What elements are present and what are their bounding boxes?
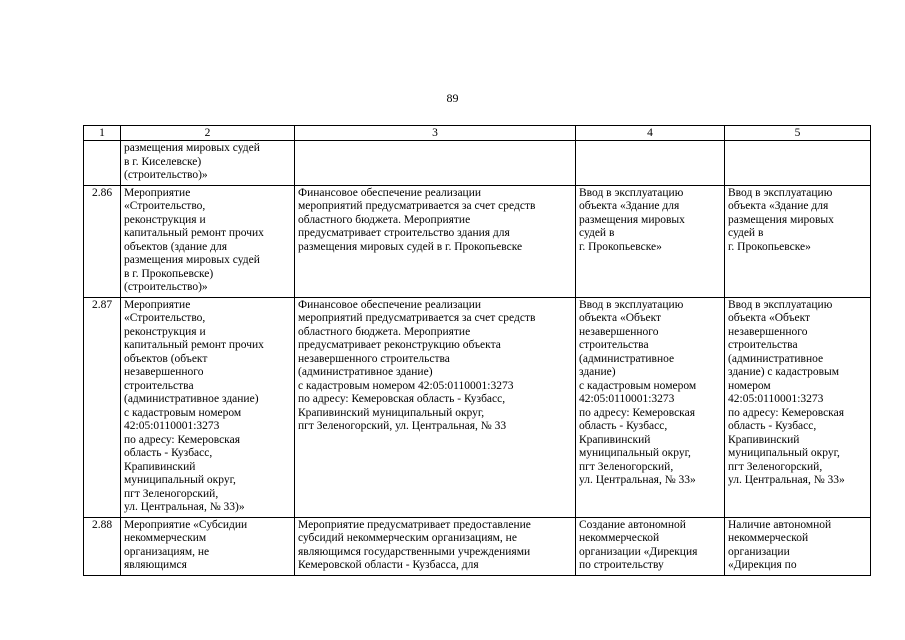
measure-indicator: Наличие автономной некоммерческой организации «Дирекция по (725, 517, 871, 575)
table-row (84, 141, 871, 186)
measure-description: Финансовое обеспечение реализации мероприятий предусматривается за счет средств областного бюджета. Мероприятие предусматривает строительство здания для размещения мировых судей в г. Прокопьевске (295, 185, 576, 297)
measure-indicator: Ввод в эксплуатацию объекта «Здание для размещения мировых судей в г. Прокопьевске» (725, 185, 871, 297)
header-col-3: 3 (295, 126, 576, 141)
measure-indicator (725, 141, 871, 186)
table-row (84, 517, 871, 575)
measure-description (295, 141, 576, 186)
measure-name: Мероприятие «Строительство, реконструкция и капитальный ремонт прочих объектов (здание для размещения мировых судей в г. Прокопьевске) (строительство)» (121, 185, 295, 297)
header-col-2: 2 (121, 126, 295, 141)
measure-name: размещения мировых судей в г. Киселевске) (строительство)» (121, 141, 295, 186)
measure-name: Мероприятие «Субсидии некоммерческим организациям, не являющимся (121, 517, 295, 575)
row-number (84, 141, 121, 186)
measure-result (576, 141, 725, 186)
table-row (84, 297, 871, 517)
measure-indicator: Ввод в эксплуатацию объекта «Объект незавершенного строительства (административное здание) с кадастровым номером 42:05:0110001:3273 по адресу: Кемеровская область - Кузбасс, Крапивинский муниципальный округ, пгт Зеленогорский, ул. Центральная, № 33» (725, 297, 871, 517)
measure-result: Ввод в эксплуатацию объекта «Объект незавершенного строительства (административное здание) с кадастровым номером 42:05:0110001:3273 по адресу: Кемеровская область - Кузбасс, Крапивинский муниципальный округ, пгт Зеленогорский, ул. Центральная, № 33» (576, 297, 725, 517)
header-col-1: 1 (84, 126, 121, 141)
measure-description: Мероприятие предусматривает предоставление субсидий некоммерческим организациям, не являющимся государственными учреждениями Кемеровской области - Кузбасса, для (295, 517, 576, 575)
measures-table (83, 125, 871, 576)
table-header-row (84, 126, 871, 141)
measure-description: Финансовое обеспечение реализации мероприятий предусматривается за счет средств областного бюджета. Мероприятие предусматривает реконструкцию объекта незавершенного строительства (административное здание) с кадастровым номером 42:05:0110001:3273 по адресу: Кемеровская область - Кузбасс, Крапивинский муниципальный округ, пгт Зеленогорский, ул. Центральная, № 33 (295, 297, 576, 517)
row-number: 2.88 (84, 517, 121, 575)
measure-result: Ввод в эксплуатацию объекта «Здание для размещения мировых судей в г. Прокопьевске» (576, 185, 725, 297)
row-number: 2.87 (84, 297, 121, 517)
measure-result: Создание автономной некоммерческой организации «Дирекция по строительству (576, 517, 725, 575)
header-col-5: 5 (725, 126, 871, 141)
measure-name: Мероприятие «Строительство, реконструкция и капитальный ремонт прочих объектов (объект незавершенного строительства (административное здание) с кадастровым номером 42:05:0110001:3273 по адресу: Кемеровская область - Кузбасс, Крапивинский муниципальный округ, пгт Зеленогорский, ул. Центральная, № 33)» (121, 297, 295, 517)
header-col-4: 4 (576, 126, 725, 141)
table-row (84, 185, 871, 297)
row-number: 2.86 (84, 185, 121, 297)
page-number: 89 (446, 91, 459, 105)
